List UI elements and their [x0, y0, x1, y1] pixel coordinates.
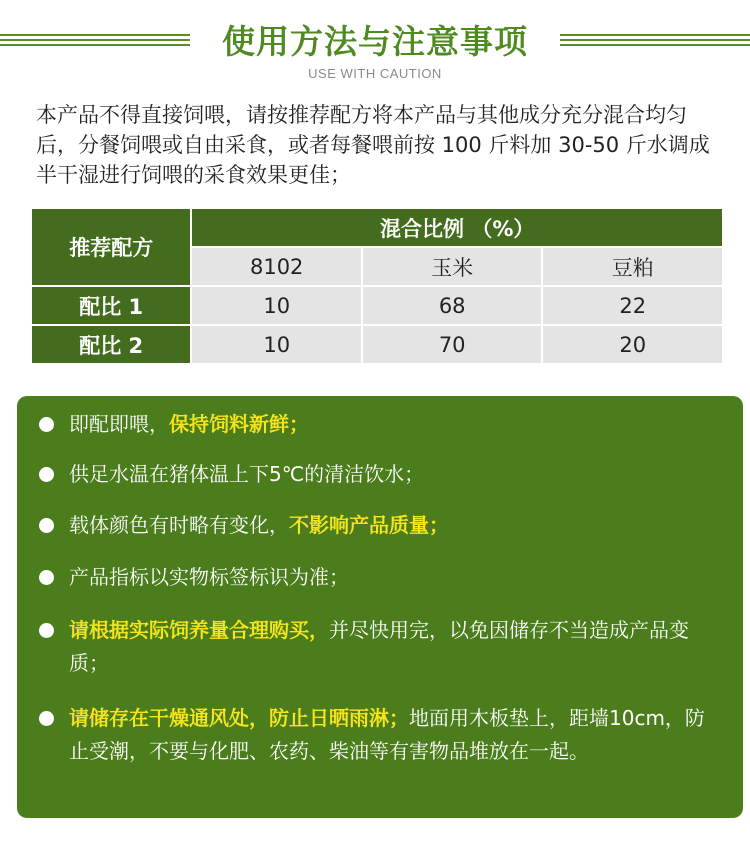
page-title: 使用方法与注意事项 — [222, 22, 528, 61]
table-cell: 10 — [192, 326, 360, 363]
bullet-icon — [39, 623, 54, 638]
table-row-header: 推荐配方 — [32, 209, 190, 285]
header-decoration-right — [560, 34, 750, 47]
bullet-icon — [39, 467, 54, 482]
bullet-icon — [39, 570, 54, 585]
bullet-icon — [39, 417, 54, 432]
table-cell: 20 — [543, 326, 722, 363]
page-subtitle: USE WITH CAUTION — [308, 66, 442, 81]
notes-panel: 即配即喂，保持饲料新鲜； 供足水温在猪体温上下5℃的清洁饮水； 载体颜色有时略有变化，不影响产品质量； 产品指标以实物标签标识为准； 请根据实际饲养量合理购买，并尽快用完，以免因储存不当造成产品变质； 请储存在干燥通风处，防止日晒雨淋；地面用木板垫上，距墙10cm，防止受潮，不要与化肥、农药、柴油等有害物品堆放在一起。 — [17, 396, 743, 818]
column-header: 豆粕 — [543, 248, 722, 285]
recipe-table — [30, 207, 724, 365]
table-row — [32, 326, 722, 363]
intro-paragraph: 本产品不得直接饲喂，请按推荐配方将本产品与其他成分充分混合均匀后，分餐饲喂或自由采食，或者每餐喂前按 100 斤料加 30-50 斤水调成半干湿进行饲喂的采食效果更佳； — [36, 103, 710, 187]
table-row — [32, 287, 722, 324]
table-cell: 22 — [543, 287, 722, 324]
bullet-icon — [39, 518, 54, 533]
table-cell: 70 — [363, 326, 542, 363]
bullet-icon — [39, 711, 54, 726]
column-header: 玉米 — [363, 248, 542, 285]
table-header-row — [32, 209, 722, 246]
row-label: 配比 1 — [32, 287, 190, 324]
row-label: 配比 2 — [32, 326, 190, 363]
table-cell: 68 — [363, 287, 542, 324]
table-cell: 10 — [192, 287, 360, 324]
column-header: 8102 — [192, 248, 360, 285]
table-group-header: 混合比例 （%） — [192, 209, 722, 246]
header — [0, 0, 750, 90]
